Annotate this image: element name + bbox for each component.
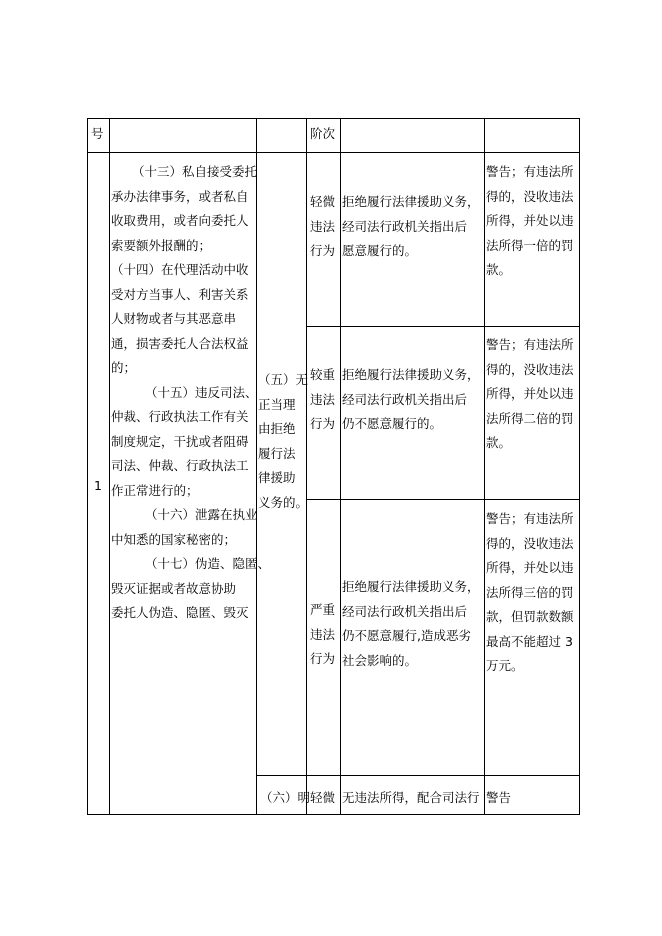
conduct-line: 受对方当事人、利害关系 xyxy=(111,286,249,302)
level-2-penalty xyxy=(486,333,574,456)
row-divider-3 xyxy=(256,775,580,776)
penalty-line: 得的，没收违法 xyxy=(486,361,574,377)
level-line: 违法 xyxy=(310,218,336,234)
conduct-line: 人财物或者与其恶意串 xyxy=(111,311,237,326)
facts-line: 拒绝履行法律援助义务， xyxy=(342,367,480,382)
conduct-line: 作正常进行的； xyxy=(111,482,199,498)
row-divider-2 xyxy=(306,499,580,500)
header-col-level: 阶次 xyxy=(310,126,336,141)
circumstance-line: 正当理 xyxy=(258,396,296,412)
facts-line: 社会影响的。 xyxy=(342,652,418,668)
conduct-line: 委托人伪造、隐匿、毁灭 xyxy=(111,605,249,620)
penalty-line: 款。 xyxy=(486,262,512,277)
conduct-line: （十七）伪造、隐匿、 xyxy=(145,556,271,571)
penalty-line: 所得，并处以违 xyxy=(486,213,574,228)
penalty-line: 所得，并处以违 xyxy=(486,386,574,401)
conduct-line: 中知悉的国家秘密的； xyxy=(111,531,237,547)
conduct-line: （十五）违反司法、 xyxy=(145,384,258,400)
circumstance-5 xyxy=(258,368,308,515)
level-4-facts: 无违法所得，配合司法行 xyxy=(342,790,480,805)
circumstance-line: （五）无 xyxy=(258,372,309,387)
col-divider-4 xyxy=(340,118,341,815)
penalty-line: 警告；有违法所 xyxy=(486,337,574,352)
facts-line: 愿意履行的。 xyxy=(342,243,418,258)
circumstance-line: 由拒绝 xyxy=(258,421,296,436)
facts-line: 仍不愿意履行,造成恶劣 xyxy=(342,628,471,643)
level-4-penalty: 警告 xyxy=(486,790,512,805)
conduct-line: （十三）私自接受委托 xyxy=(132,164,258,179)
penalty-line: 法所得一倍的罚 xyxy=(486,237,574,253)
facts-line: 仍不愿意履行的。 xyxy=(342,416,443,431)
conduct-text xyxy=(111,160,271,626)
level-line: 违法 xyxy=(310,391,336,407)
conduct-line: 仲裁、行政执法工作有关 xyxy=(111,409,249,424)
penalty-line: 警告；有违法所 xyxy=(486,164,574,179)
table-border-left xyxy=(87,118,88,815)
level-1-facts xyxy=(342,190,480,264)
level-2-label xyxy=(310,363,335,437)
facts-line: 拒绝履行法律援助义务， xyxy=(342,194,480,209)
level-line: 行为 xyxy=(310,243,336,258)
level-1-label xyxy=(310,190,335,264)
conduct-line: 司法、仲裁、行政执法工 xyxy=(111,458,249,473)
circumstance-line: 义务的。 xyxy=(258,494,309,510)
col-divider-5 xyxy=(484,118,485,815)
conduct-line: 制度规定，干扰或者阻碍 xyxy=(111,433,249,449)
facts-line: 经司法行政机关指出后 xyxy=(342,603,468,619)
penalty-line: 最高不能超过 3 xyxy=(486,633,573,649)
level-line: 行为 xyxy=(310,651,336,666)
facts-line: 拒绝履行法律援助义务， xyxy=(342,579,480,594)
penalty-line: 万元。 xyxy=(486,658,524,673)
circumstance-6: （六）明 xyxy=(260,790,311,805)
level-line: 轻微 xyxy=(310,194,336,209)
penalty-line: 所得，并处以违 xyxy=(486,560,574,575)
conduct-line: 收取费用，或者向委托人 xyxy=(111,213,249,228)
level-2-facts xyxy=(342,363,480,437)
conduct-line: 的； xyxy=(111,360,137,375)
table-border-right xyxy=(579,118,580,815)
level-line: 行为 xyxy=(310,416,336,431)
penalty-line: 法所得三倍的罚 xyxy=(486,584,574,600)
level-line: 违法 xyxy=(310,626,336,642)
penalty-line: 款。 xyxy=(486,435,512,450)
table-border-bottom-left xyxy=(87,814,257,815)
conduct-line: （十六）泄露在执业 xyxy=(145,507,258,522)
level-1-penalty xyxy=(486,160,574,283)
conduct-line: 通，损害委托人合法权益 xyxy=(111,335,249,351)
level-3-penalty xyxy=(486,507,574,679)
row-number: 1 xyxy=(94,478,102,493)
level-3-label xyxy=(310,598,335,672)
row-divider-1 xyxy=(306,326,580,327)
level-3-facts xyxy=(342,575,480,673)
conduct-line: （十四）在代理活动中收 xyxy=(111,262,249,277)
conduct-line: 承办法律事务，或者私自 xyxy=(111,188,249,204)
row-divider-4 xyxy=(256,814,580,815)
penalty-line: 得的，没收违法 xyxy=(486,535,574,551)
penalty-line: 法所得二倍的罚 xyxy=(486,410,574,426)
header-col-no: 号 xyxy=(91,126,104,141)
table-border-top xyxy=(87,118,580,119)
penalty-line: 警告；有违法所 xyxy=(486,511,574,526)
penalty-line: 款，但罚款数额 xyxy=(486,609,574,624)
conduct-line: 毁灭证据或者故意协助 xyxy=(111,580,237,596)
facts-line: 经司法行政机关指出后 xyxy=(342,218,468,234)
level-line: 严重 xyxy=(310,602,336,617)
col-divider-1 xyxy=(109,118,110,815)
facts-line: 经司法行政机关指出后 xyxy=(342,391,468,407)
level-line: 较重 xyxy=(310,367,336,382)
penalty-line: 得的，没收违法 xyxy=(486,188,574,204)
table-header-divider xyxy=(87,152,580,153)
conduct-line: 索要额外报酬的； xyxy=(111,237,212,253)
circumstance-line: 律援助 xyxy=(258,470,296,485)
circumstance-line: 履行法 xyxy=(258,445,296,461)
level-4-label: 轻微 xyxy=(310,790,336,805)
